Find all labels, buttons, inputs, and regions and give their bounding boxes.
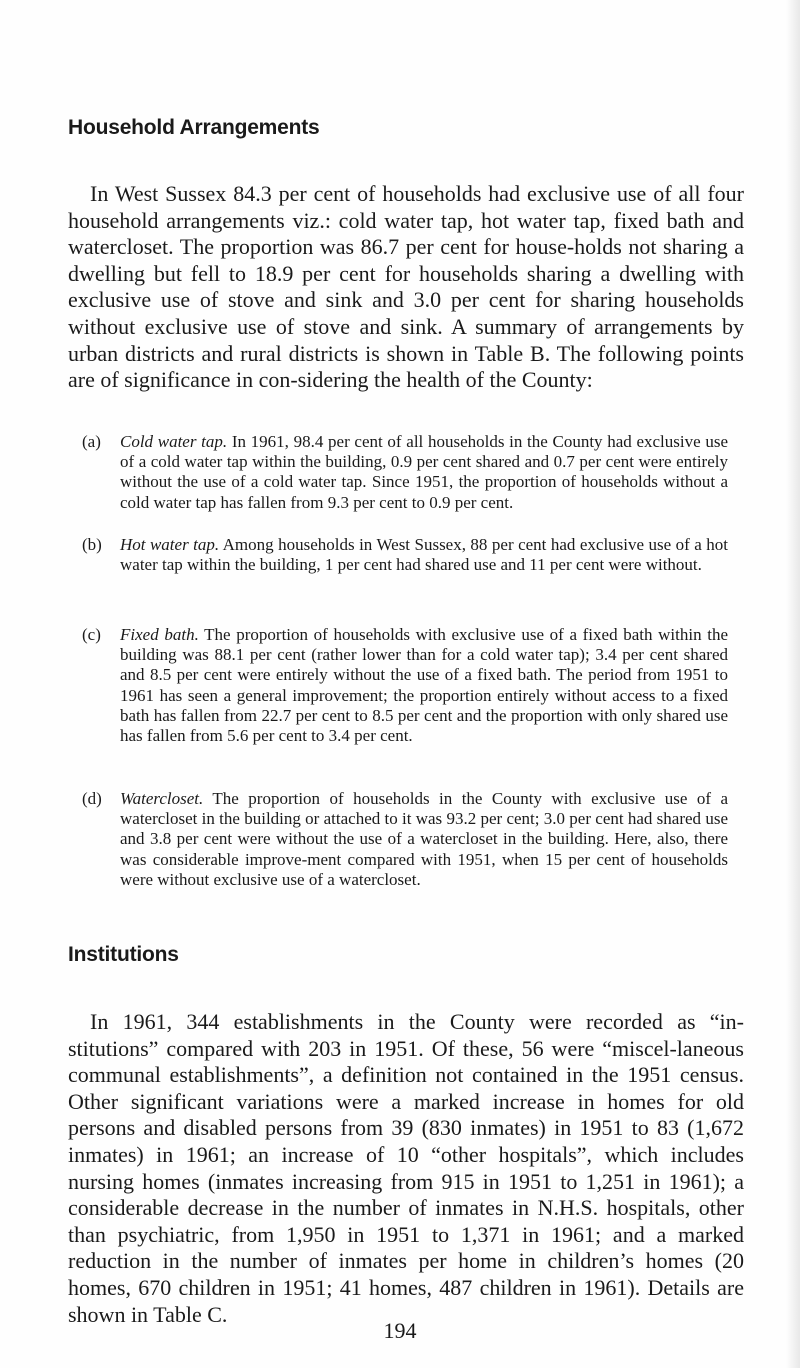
page-edge-shadow bbox=[786, 0, 800, 1368]
list-item-text: In 1961, 98.4 per cent of all households in the County had exclusive use of a cold water tap within the building, 0.9 per cent shared and 0.7 per cent were entirely without the use of a cold water tap. Since 1951, the proportion of households without a cold water tap has fallen from 9.3 per cent to 0.9 per cent. bbox=[120, 432, 729, 512]
list-item-text: The proportion of households with exclusive use of a fixed bath within the building was 88.1 per cent (rather lower than for a cold water tap); 3.4 per cent shared and 8.5 per cent were entirely without the use of a fixed bath. The period from 1951 to 1961 has seen a general improvement; the proportion entirely without access to a fixed bath has fallen from 22.7 per cent to 8.5 per cent and the proportion with only shared use has fallen from 5.6 per cent to 3.4 per cent. bbox=[120, 625, 729, 746]
list-item-marker: (a) bbox=[82, 432, 101, 451]
list-item-hot-water-tap bbox=[82, 535, 728, 575]
list-item-marker: (c) bbox=[82, 625, 101, 644]
list-item-cold-water-tap bbox=[82, 432, 728, 513]
list-item-term: Watercloset. bbox=[120, 789, 204, 808]
list-item-text: The proportion of households in the County with exclusive use of a watercloset in the building or attached to it was 93.2 per cent; 3.0 per cent had shared use and 3.8 per cent were without the use of a watercloset in the building. Here, also, there was considerable improve-ment compared with 1951, when 15 per cent of households were without exclusive use of a watercloset. bbox=[120, 789, 728, 889]
page-number: 194 bbox=[383, 1318, 417, 1343]
list-item-watercloset bbox=[82, 789, 728, 890]
household-arrangements-heading: Household Arrangements bbox=[68, 116, 320, 139]
list-item-marker: (d) bbox=[82, 789, 102, 808]
list-item-term: Cold water tap. bbox=[120, 432, 228, 451]
list-item-marker: (b) bbox=[82, 535, 102, 554]
household-intro-paragraph: In West Sussex 84.3 per cent of households had exclusive use of all four household arrangements viz.: cold water tap, hot water tap, fixed bath and watercloset. The proportion was 86.7 per cent for house-holds not sharing a dwelling but fell to 18.9 per cent for households sharing a dwelling with exclusive use of stove and sink and 3.0 per cent for sharing households without exclusive use of stove and sink. A summary of arrangements by urban districts and rural districts is shown in Table B. The following points are of significance in con-sidering the health of the County: bbox=[68, 181, 744, 393]
institutions-heading: Institutions bbox=[68, 943, 179, 966]
list-item-term: Hot water tap. bbox=[120, 535, 220, 554]
institutions-paragraph: In 1961, 344 establishments in the County were recorded as “in-stitutions” compared with 203 in 1951. Of these, 56 were “miscel-laneous communal establishments”, a definition not contained in the 1951 census. Other significant variations were a marked increase in homes for old persons and disabled persons from 39 (830 inmates) in 1951 to 83 (1,672 inmates) in 1961; an increase of 10 “other hospitals”, which includes nursing homes (inmates increasing from 915 in 1951 to 1,251 in 1961); a considerable decrease in the number of inmates in N.H.S. hospitals, other than psychiatric, from 1,950 in 1951 to 1,371 in 1961; and a marked reduction in the number of inmates per home in children’s homes (20 homes, 670 children in 1951; 41 homes, 487 children in 1961). Details are shown in Table C. bbox=[68, 1009, 744, 1327]
list-item-text: Among households in West Sussex, 88 per cent had exclusive use of a hot water tap within the building, 1 per cent had shared use and 11 per cent were without. bbox=[120, 535, 728, 575]
list-item-term: Fixed bath. bbox=[120, 625, 199, 644]
list-item-fixed-bath bbox=[82, 625, 728, 746]
